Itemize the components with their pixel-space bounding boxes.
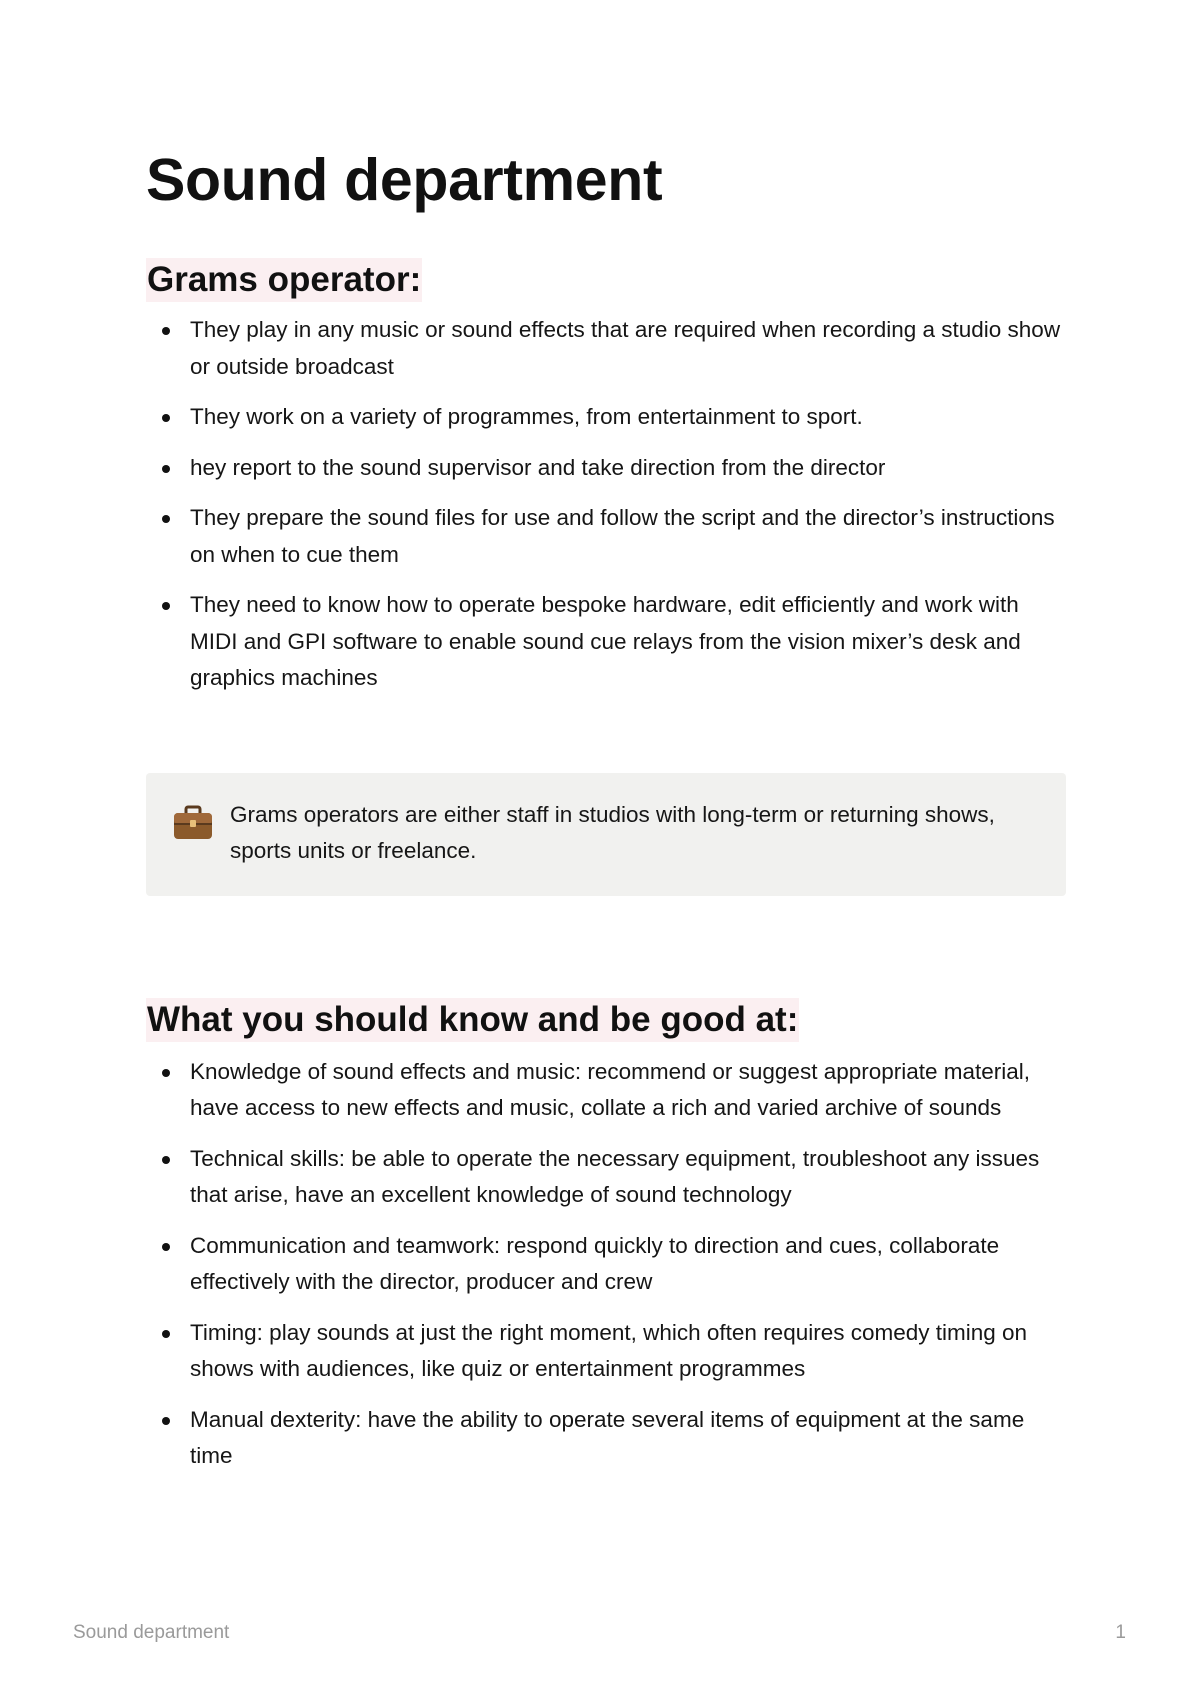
section-heading-skills: What you should know and be good at:: [146, 998, 799, 1042]
list-item: Technical skills: be able to operate the necessary equipment, troubleshoot any issues that arise, have an excellent knowledge of sound technology: [146, 1141, 1066, 1214]
list-item: Manual dexterity: have the ability to operate several items of equipment at the same time: [146, 1402, 1066, 1475]
page-title: Sound department: [146, 147, 663, 213]
callout-box: [146, 773, 1066, 896]
list-item: Knowledge of sound effects and music: recommend or suggest appropriate material, have access to new effects and music, collate a rich and varied archive of sounds: [146, 1054, 1066, 1127]
briefcase-icon: [172, 803, 214, 841]
list-item: They play in any music or sound effects that are required when recording a studio show or outside broadcast: [146, 312, 1066, 385]
list-item: They prepare the sound files for use and follow the script and the director’s instructions on when to cue them: [146, 500, 1066, 573]
list-item: Timing: play sounds at just the right moment, which often requires comedy timing on shows with audiences, like quiz or entertainment programmes: [146, 1315, 1066, 1388]
page-number: 1: [1115, 1622, 1126, 1643]
callout-text: Grams operators are either staff in studios with long-term or returning shows, sports units or freelance.: [230, 801, 995, 863]
spacer: [146, 896, 1066, 998]
section-heading-grams-operator: Grams operator:: [146, 258, 422, 302]
list-item: They work on a variety of programmes, from entertainment to sport.: [146, 399, 1066, 436]
footer-title: Sound department: [73, 1622, 230, 1643]
list-item: They need to know how to operate bespoke hardware, edit efficiently and work with MIDI and GPI software to enable sound cue relays from the vision mixer’s desk and graphics machines: [146, 587, 1066, 697]
grams-operator-list: [146, 312, 1066, 697]
skills-list: [146, 1054, 1066, 1475]
list-item: hey report to the sound supervisor and take direction from the director: [146, 450, 1066, 487]
list-item: Communication and teamwork: respond quickly to direction and cues, collaborate effectively with the director, producer and crew: [146, 1228, 1066, 1301]
page-content: [146, 136, 1066, 1489]
